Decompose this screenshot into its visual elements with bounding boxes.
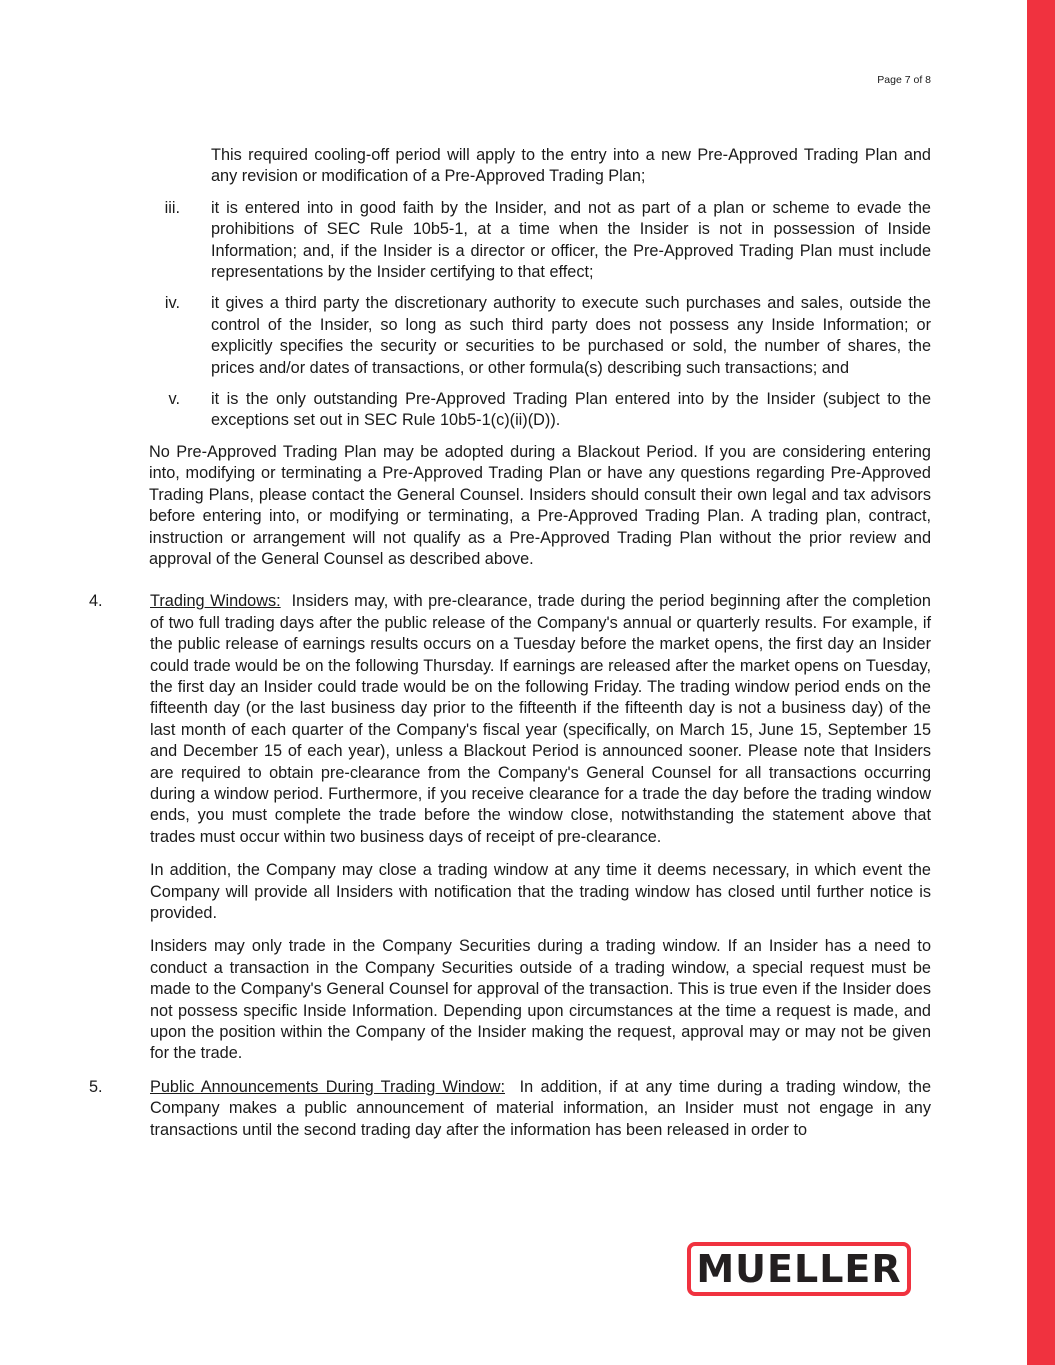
list-item-text: it gives a third party the discretionary authority to execute such purchases and sales, outside the control of the Insider, so long as such third party does not possess any Inside Information; or explicitly specifies the security or securities to be purchased or sold, the number of shares, the prices and/or dates of transactions, or other formula(s) describing such transactions; and [211, 294, 931, 377]
section-5 [89, 1077, 931, 1141]
list-item-text: it is the only outstanding Pre-Approved Trading Plan entered into by the Insider (subject to the exceptions set out in SEC Rule 10b5-1(c)(ii)(D)). [211, 390, 931, 430]
list-item-iv [0, 293, 931, 379]
continuation-text: This required cooling-off period will apply to the entry into a new Pre-Approved Trading Plan and any revision or modification of a Pre-Approved Trading Plan; [211, 146, 931, 186]
list-item-iii [0, 198, 931, 284]
list-marker: iii. [164, 198, 180, 217]
section-heading: Public Announcements During Trading Window: [150, 1077, 505, 1096]
page-content [0, 145, 1000, 1153]
list-item-v [0, 389, 931, 432]
section-heading: Trading Windows: [150, 592, 281, 611]
section-4-paragraph-2: In addition, the Company may close a trading window at any time it deems necessary, in which event the Company will provide all Insiders with notification that the trading window has closed until further notice is provided. [150, 861, 931, 922]
page-number: Page 7 of 8 [877, 74, 931, 86]
accent-bar [1027, 0, 1055, 1365]
list-marker: iv. [164, 294, 180, 313]
plan-paragraph: No Pre-Approved Trading Plan may be adopted during a Blackout Period. If you are considering entering into, modifying or terminating a Pre-Approved Trading Plan or have any questions regarding Pre-Approved Trading Plans, please contact the General Counsel. Insiders should consult their own legal and tax advisors before entering into, or modifying or terminating, a Pre-Approved Trading Plan. A trading plan, contract, instruction or arrangement will not qualify as a Pre-Approved Trading Plan without the prior review and approval of the General Counsel as described above. [149, 442, 931, 568]
section-4 [89, 591, 931, 848]
list-marker: v. [168, 390, 180, 409]
section-4-paragraph-3: Insiders may only trade in the Company Securities during a trading window. If an Insider has a need to conduct a transaction in the Company Securities outside of a trading window, a special request must be made to the Company's General Counsel for approval of the transaction. This is true even if the Insider does not possess specific Inside Information. Depending upon circumstances at the time a request is made, and upon the position within the Company of the Insider making the request, approval may or may not be given for the trade. [150, 937, 931, 1063]
section-number: 5. [89, 1077, 103, 1096]
list-item-text: it is entered into in good faith by the Insider, and not as part of a plan or scheme to evade the prohibitions of SEC Rule 10b5-1, at a time when the Insider is not in possession of Inside Information; and, if the Insider is a director or officer, the Pre-Approved Trading Plan must include representations by the Insider certifying to that effect; [211, 198, 931, 282]
section-text: In addition, if at any time during a trading window, the Company makes a public announcement of material information, an Insider must not engage in any transactions until the second trading day after the information has been released in order to [150, 1077, 931, 1139]
section-number: 4. [89, 592, 103, 611]
section-text: Insiders may, with pre-clearance, trade during the period beginning after the completion of two full trading days after the public release of the Company's annual or quarterly results. For example, if the public release of earnings results occurs on a Tuesday before the market opens, the first day an Insider could trade would be on the following Thursday. If earnings are released after the market opens on Tuesday, the first day an Insider could trade would be on the following Friday. The trading window period ends on the fifteenth day (or the last business day prior to the fifteenth if the fifteenth day is not a business day) of the last month of each quarter of the Company's fiscal year (specifically, on March 15, June 15, September 15 and December 15 of each year), unless a Blackout Period is announced sooner. Please note that Insiders are required to obtain pre-clearance from the Company's General Counsel for all transactions occurring during a window period. Furthermore, if you receive clearance for a trade the day before the trading window ends, you must complete the trade before the window close, notwithstanding the statement above that trades must occur within two business days of receipt of pre-clearance. [150, 592, 931, 846]
mueller-logo: MUELLER [687, 1242, 911, 1296]
